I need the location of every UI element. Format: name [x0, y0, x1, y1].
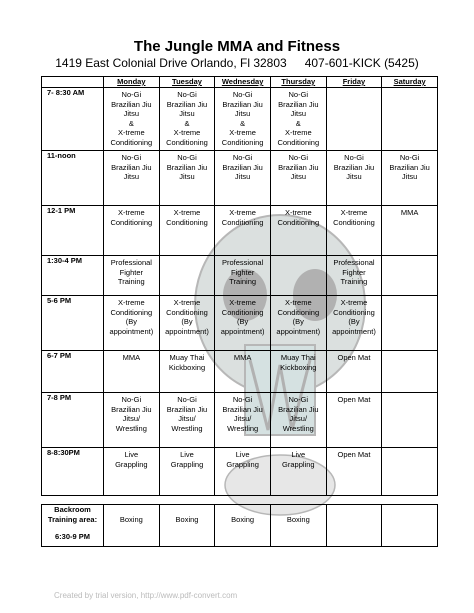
class-cell: Muay Thai Kickboxing — [270, 351, 326, 393]
class-cell: Muay Thai Kickboxing — [159, 351, 215, 393]
backroom-cell: Boxing — [215, 505, 271, 547]
backroom-cell: Boxing — [104, 505, 160, 547]
class-cell: No-Gi Brazilian Jiu Jitsu/ Wrestling — [270, 393, 326, 448]
class-cell: Open Mat — [326, 448, 382, 496]
backroom-cell — [382, 505, 438, 547]
time-slot: 7-8 PM — [42, 393, 104, 448]
class-cell: Open Mat — [326, 393, 382, 448]
class-cell: No-Gi Brazilian Jiu Jitsu & X-treme Conditioning — [104, 88, 160, 151]
schedule-row — [42, 393, 438, 448]
time-slot: 11-noon — [42, 151, 104, 206]
class-cell: X-treme Conditioning (By appointment) — [159, 296, 215, 351]
class-cell: No-Gi Brazilian Jiu Jitsu — [159, 151, 215, 206]
class-cell: Professional Fighter Training — [326, 256, 382, 296]
schedule-row — [42, 88, 438, 151]
class-cell: Live Grappling — [104, 448, 160, 496]
class-cell: No-Gi Brazilian Jiu Jitsu/ Wrestling — [104, 393, 160, 448]
class-cell: Live Grappling — [159, 448, 215, 496]
backroom-label-cell — [42, 505, 104, 547]
class-cell: No-Gi Brazilian Jiu Jitsu/ Wrestling — [215, 393, 271, 448]
time-slot: 1:30-4 PM — [42, 256, 104, 296]
class-cell: X-treme Conditioning — [104, 206, 160, 256]
phone: 407-601-KICK (5425) — [304, 56, 419, 70]
schedule-row — [42, 151, 438, 206]
schedule-row — [42, 448, 438, 496]
class-cell: X-treme Conditioning (By appointment) — [270, 296, 326, 351]
class-cell: Open Mat — [326, 351, 382, 393]
schedule-row — [42, 256, 438, 296]
class-cell — [382, 351, 438, 393]
backroom-label: Backroom Training area: — [47, 505, 98, 524]
time-slot: 7- 8:30 AM — [42, 88, 104, 151]
schedule-table — [41, 76, 438, 547]
class-cell — [382, 88, 438, 151]
class-cell: X-treme Conditioning — [270, 206, 326, 256]
class-cell: No-Gi Brazilian Jiu Jitsu — [382, 151, 438, 206]
day-wednesday: Wednesday — [215, 77, 271, 88]
class-cell: No-Gi Brazilian Jiu Jitsu — [215, 151, 271, 206]
address: 1419 East Colonial Drive Orlando, Fl 32803 — [55, 56, 287, 70]
class-cell: X-treme Conditioning — [215, 206, 271, 256]
class-cell: No-Gi Brazilian Jiu Jitsu — [326, 151, 382, 206]
day-friday: Friday — [326, 77, 382, 88]
class-cell: Live Grappling — [270, 448, 326, 496]
schedule-row — [42, 206, 438, 256]
time-slot: 8-8:30PM — [42, 448, 104, 496]
class-cell — [270, 256, 326, 296]
class-cell: X-treme Conditioning — [326, 206, 382, 256]
class-cell — [382, 296, 438, 351]
day-saturday: Saturday — [382, 77, 438, 88]
schedule-row — [42, 296, 438, 351]
class-cell — [382, 393, 438, 448]
class-cell — [382, 256, 438, 296]
backroom-time: 6:30-9 PM — [54, 532, 90, 541]
time-slot: 6-7 PM — [42, 351, 104, 393]
backroom-cell — [326, 505, 382, 547]
day-tuesday: Tuesday — [159, 77, 215, 88]
class-cell: No-Gi Brazilian Jiu Jitsu & X-treme Conditioning — [270, 88, 326, 151]
time-slot: 5-6 PM — [42, 296, 104, 351]
backroom-cell: Boxing — [159, 505, 215, 547]
class-cell: Live Grappling — [215, 448, 271, 496]
corner-cell — [42, 77, 104, 88]
class-cell: MMA — [104, 351, 160, 393]
class-cell: No-Gi Brazilian Jiu Jitsu — [270, 151, 326, 206]
class-cell: Professional Fighter Training — [215, 256, 271, 296]
backroom-row — [42, 505, 438, 547]
class-cell: X-treme Conditioning (By appointment) — [215, 296, 271, 351]
class-cell: Professional Fighter Training — [104, 256, 160, 296]
class-cell: X-treme Conditioning (By appointment) — [326, 296, 382, 351]
class-cell — [326, 88, 382, 151]
day-monday: Monday — [104, 77, 160, 88]
day-header-row — [42, 77, 438, 88]
class-cell — [382, 448, 438, 496]
class-cell — [159, 256, 215, 296]
page-title: The Jungle MMA and Fitness — [133, 38, 341, 55]
class-cell: No-Gi Brazilian Jiu Jitsu & X-treme Conditioning — [159, 88, 215, 151]
footer-credit: Created by trial version, http://www.pdf-convert.com — [54, 591, 238, 600]
class-cell: No-Gi Brazilian Jiu Jitsu & X-treme Conditioning — [215, 88, 271, 151]
class-cell: MMA — [215, 351, 271, 393]
class-cell: X-treme Conditioning — [159, 206, 215, 256]
backroom-cell: Boxing — [270, 505, 326, 547]
day-thursday: Thursday — [270, 77, 326, 88]
class-cell: MMA — [382, 206, 438, 256]
time-slot: 12-1 PM — [42, 206, 104, 256]
class-cell: No-Gi Brazilian Jiu Jitsu/ Wrestling — [159, 393, 215, 448]
table-spacer — [42, 496, 438, 505]
address-line — [0, 56, 474, 70]
schedule-row — [42, 351, 438, 393]
class-cell: No-Gi Brazilian Jiu Jitsu — [104, 151, 160, 206]
class-cell: X-treme Conditioning (By appointment) — [104, 296, 160, 351]
